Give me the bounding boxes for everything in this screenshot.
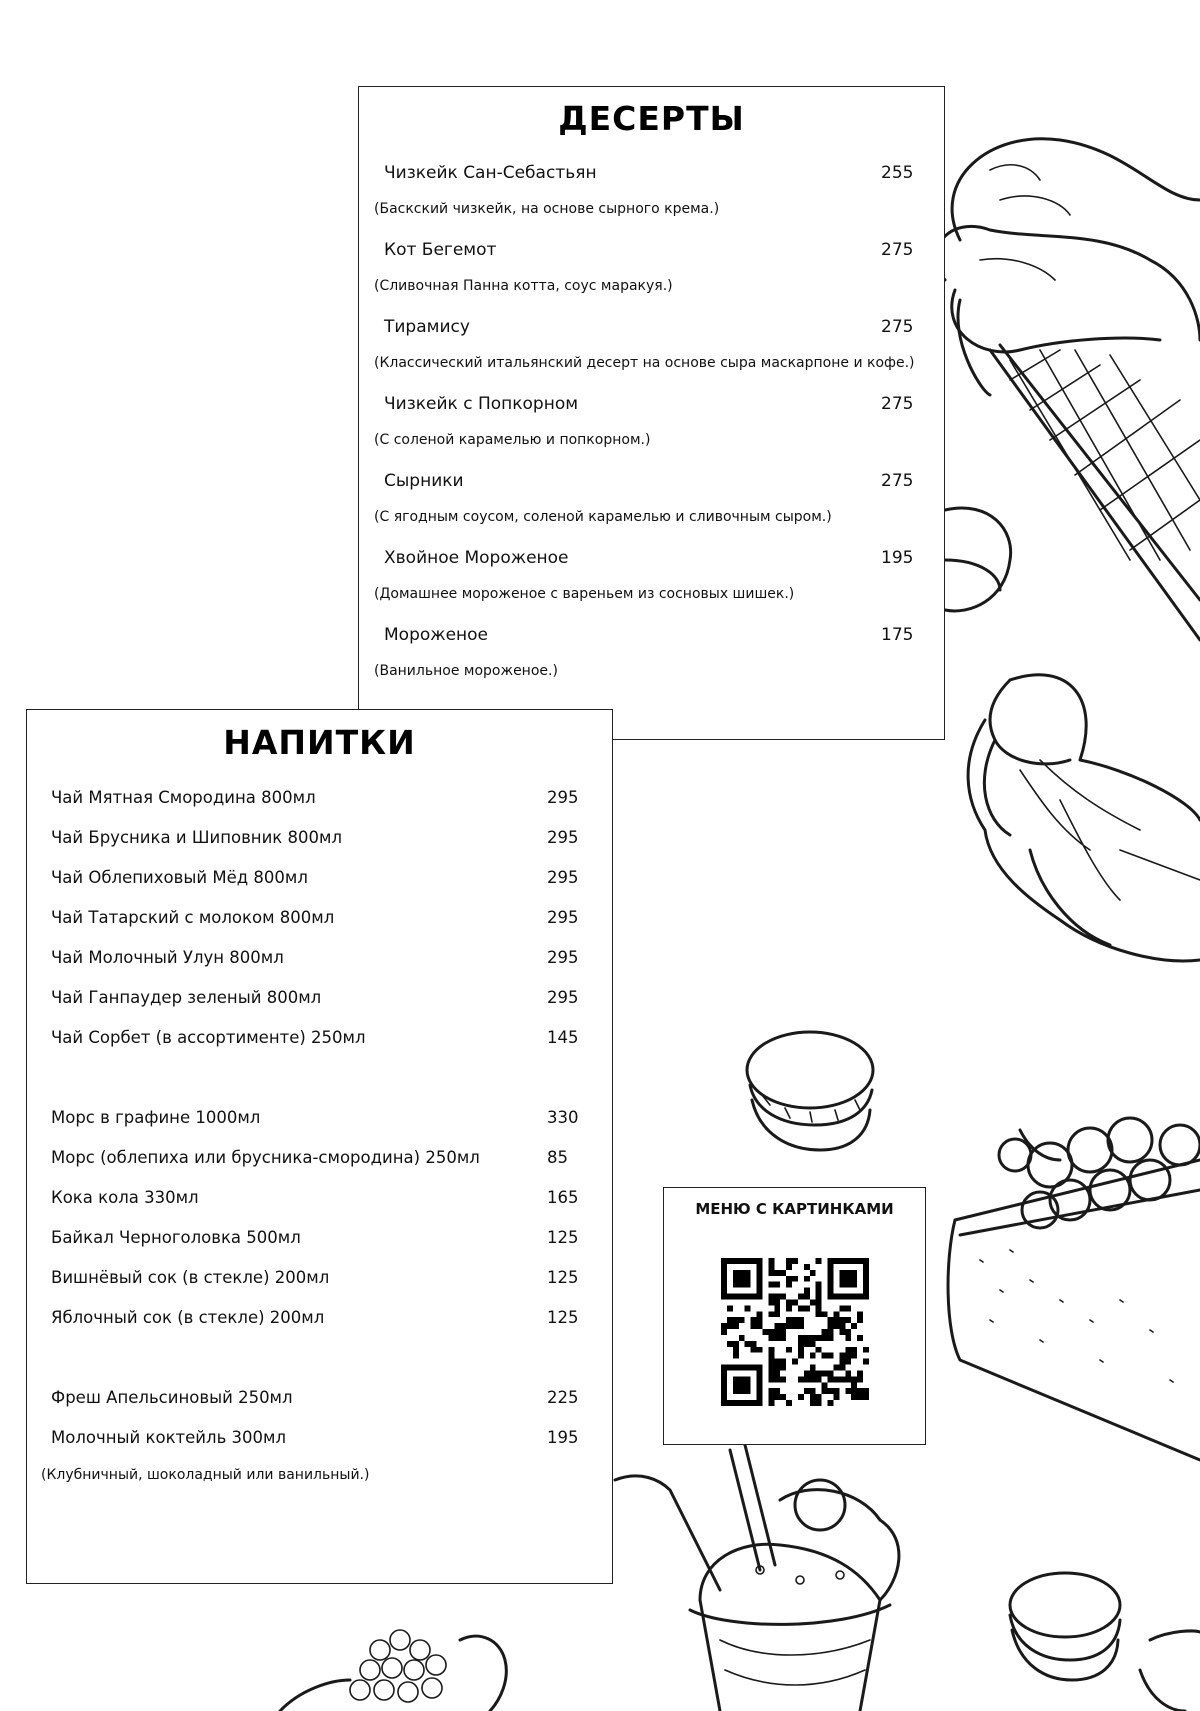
dessert-name: Чизкейк с Попкорном — [384, 394, 579, 414]
drink-name: Фреш Апельсиновый 250мл — [51, 1388, 293, 1407]
drink-price: 330 — [547, 1108, 579, 1127]
macaron-illustration — [747, 1032, 873, 1150]
drink-price: 125 — [547, 1268, 579, 1287]
dessert-description: (Ванильное мороженое.) — [374, 663, 558, 679]
drink-name: Чай Татарский с молоком 800мл — [51, 908, 335, 927]
dessert-price: 255 — [881, 163, 914, 183]
dessert-price: 275 — [881, 394, 914, 414]
qr-code-icon[interactable] — [721, 1258, 869, 1406]
drink-price: 295 — [547, 828, 579, 847]
drink-item — [27, 908, 612, 948]
qr-menu-box[interactable] — [663, 1187, 926, 1445]
drink-item — [27, 1308, 612, 1348]
dessert-price: 275 — [881, 240, 914, 260]
drink-name: Байкал Черноголовка 500мл — [51, 1228, 301, 1247]
drink-price: 295 — [547, 988, 579, 1007]
milkshake-illustration — [615, 1445, 899, 1711]
drink-name: Морс (облепиха или брусника-смородина) 250мл — [51, 1148, 480, 1167]
dessert-item — [359, 161, 944, 238]
dessert-name: Мороженое — [384, 625, 489, 645]
drink-item — [27, 1388, 612, 1428]
dessert-item — [359, 546, 944, 623]
drink-price: 225 — [547, 1388, 579, 1407]
drink-item — [27, 1228, 612, 1268]
drink-item — [27, 1268, 612, 1308]
dessert-price: 195 — [881, 548, 914, 568]
drink-item — [27, 1148, 612, 1188]
dessert-description: (Баскский чизкейк, на основе сырного крема.) — [374, 201, 720, 217]
tea-group — [27, 788, 612, 1068]
dessert-price: 175 — [881, 625, 914, 645]
dessert-item — [359, 392, 944, 469]
drink-list — [27, 788, 612, 1483]
drinks-panel — [26, 709, 613, 1584]
drink-item — [27, 1108, 612, 1148]
drinks-title: НАПИТКИ — [223, 723, 416, 762]
drink-item — [27, 988, 612, 1028]
drink-name: Кока кола 330мл — [51, 1188, 199, 1207]
drink-item — [27, 828, 612, 868]
desserts-title: ДЕСЕРТЫ — [558, 99, 745, 138]
dessert-name: Кот Бегемот — [384, 240, 497, 260]
drink-price: 125 — [547, 1308, 579, 1327]
cake-slice-illustration — [948, 1118, 1200, 1460]
dessert-description: (С соленой карамелью и попкорном.) — [374, 432, 651, 448]
macaron-illustration — [1010, 1573, 1200, 1711]
desserts-panel — [358, 86, 945, 740]
drink-item — [27, 1188, 612, 1228]
drink-name: Вишнёвый сок (в стекле) 200мл — [51, 1268, 330, 1287]
drink-name: Чай Ганпаудер зеленый 800мл — [51, 988, 322, 1007]
drink-item — [27, 868, 612, 908]
dessert-item — [359, 623, 944, 700]
drink-price: 295 — [547, 908, 579, 927]
dessert-name: Хвойное Мороженое — [384, 548, 569, 568]
milkshake-flavors-note: (Клубничный, шоколадный или ванильный.) — [41, 1467, 370, 1483]
dessert-item — [359, 315, 944, 392]
drink-item — [27, 788, 612, 828]
drink-name: Яблочный сок (в стекле) 200мл — [51, 1308, 325, 1327]
drink-name: Чай Брусника и Шиповник 800мл — [51, 828, 343, 847]
drink-name: Чай Сорбет (в ассортименте) 250мл — [51, 1028, 366, 1047]
dessert-item — [359, 469, 944, 546]
drink-item — [27, 948, 612, 988]
drink-name: Чай Облепиховый Мёд 800мл — [51, 868, 308, 887]
cold-drinks-group — [27, 1108, 612, 1348]
drink-name: Молочный коктейль 300мл — [51, 1428, 287, 1447]
dessert-description: (С ягодным соусом, соленой карамелью и сливочным сыром.) — [374, 509, 832, 525]
drink-price: 195 — [547, 1428, 579, 1447]
drink-price: 165 — [547, 1188, 579, 1207]
dessert-name: Сырники — [384, 471, 464, 491]
dessert-description: (Домашнее мороженое с вареньем из сосновых шишек.) — [374, 586, 795, 602]
drink-item — [27, 1028, 612, 1068]
dessert-description: (Сливочная Панна котта, соус маракуя.) — [374, 278, 673, 294]
drink-item — [27, 1428, 612, 1468]
dessert-description: (Классический итальянский десерт на основе сыра маскарпоне и кофе.) — [374, 355, 915, 371]
drink-name: Чай Мятная Смородина 800мл — [51, 788, 316, 807]
raspberry-tart-illustration — [280, 1630, 506, 1711]
drink-name: Чай Молочный Улун 800мл — [51, 948, 284, 967]
qr-title: МЕНЮ С КАРТИНКАМИ — [695, 1200, 894, 1218]
dessert-item — [359, 238, 944, 315]
drink-price: 295 — [547, 948, 579, 967]
drink-price: 145 — [547, 1028, 579, 1047]
drink-price: 125 — [547, 1228, 579, 1247]
drink-name: Морс в графине 1000мл — [51, 1108, 261, 1127]
drink-price: 295 — [547, 868, 579, 887]
dessert-name: Чизкейк Сан-Себастьян — [384, 163, 597, 183]
special-drinks-group — [27, 1388, 612, 1468]
macaron-illustration — [945, 508, 1011, 611]
dessert-list — [359, 149, 944, 700]
drink-price: 85 — [547, 1148, 568, 1167]
croissant-illustration — [968, 675, 1200, 961]
dessert-price: 275 — [881, 317, 914, 337]
dessert-price: 275 — [881, 471, 914, 491]
dessert-name: Тирамису — [384, 317, 470, 337]
drink-price: 295 — [547, 788, 579, 807]
